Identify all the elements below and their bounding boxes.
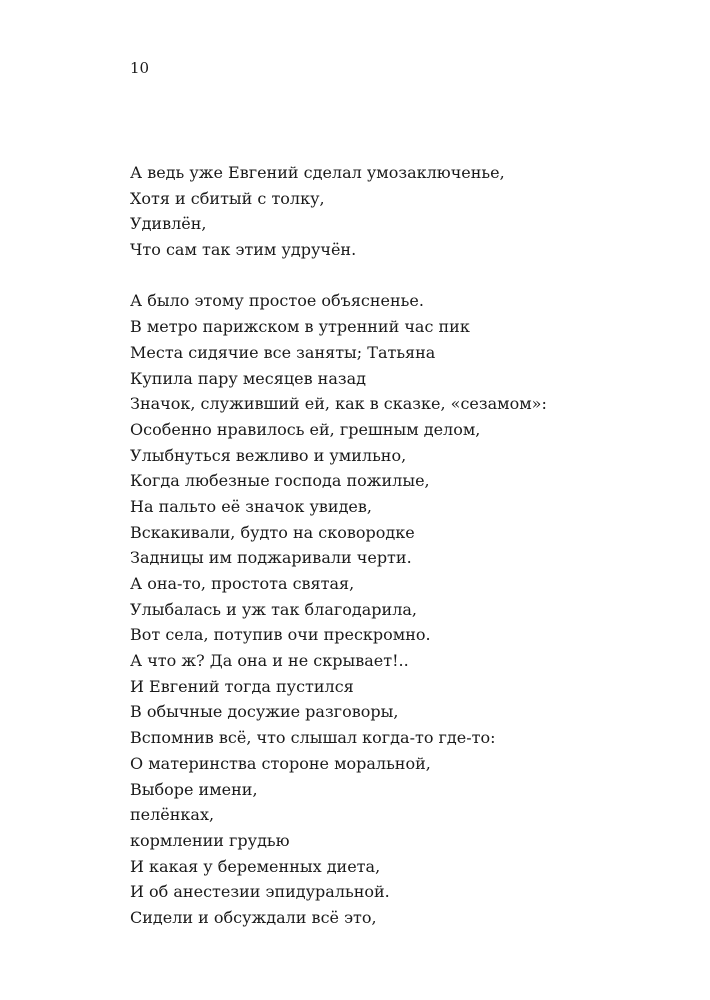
poem-line: Вскакивали, будто на сковородке (130, 522, 415, 542)
poem-line: Вот села, потупив очи прескромно. (130, 625, 431, 645)
poem-line: Вспомнив всё, что слышал когда-то где-то: (130, 728, 496, 748)
page-number: 10 (130, 59, 150, 77)
poem-line: Места сидячие все заняты; Татьяна (130, 342, 436, 362)
poem-line: Улыбнуться вежливо и умильно, (130, 445, 407, 465)
poem-line: кормлении грудью (130, 830, 290, 850)
poem-line: И Евгений тогда пустился (130, 676, 354, 696)
poem-line: Особенно нравилось ей, грешным делом, (130, 419, 481, 439)
poem-line: А она-то, простота святая, (130, 574, 355, 593)
poem-line: На пальто её значок увидев, (130, 496, 372, 516)
stanza-2 (130, 288, 690, 930)
stanza-1 (130, 160, 690, 263)
poem-line: Что сам так этим удручён. (130, 240, 357, 260)
poem-line: И какая у беременных диета, (130, 856, 381, 876)
poem-line: Хотя и сбитый с толку, (130, 188, 325, 208)
poem-line: Удивлён, (130, 214, 207, 234)
poem-line: Сидели и обсуждали всё это, (130, 907, 377, 927)
poem-line: О материнства стороне моральной, (130, 753, 431, 773)
poem-text (130, 160, 690, 931)
poem-line: Улыбалась и уж так благодарила, (130, 599, 417, 619)
poem-line: И об анестезии эпидуральной. (130, 882, 390, 902)
poem-line: Когда любезные господа пожилые, (130, 471, 430, 491)
poem-line: пелёнках, (130, 805, 215, 825)
poem-line: Задницы им поджаривали черти. (130, 548, 412, 568)
poem-line: А было этому простое объясненье. (130, 291, 424, 311)
poem-line: В обычные досужие разговоры, (130, 702, 399, 722)
poem-line: Купила пару месяцев назад (130, 368, 366, 388)
poem-line: Выборе имени, (130, 779, 258, 799)
poem-line: Значок, служивший ей, как в сказке, «сезамом»: (130, 394, 547, 414)
poem-line: А что ж? Да она и не скрывает!.. (130, 651, 409, 671)
poem-line: А ведь уже Евгений сделал умозаключенье, (130, 163, 505, 182)
poem-line: В метро парижском в утренний час пик (130, 317, 470, 337)
